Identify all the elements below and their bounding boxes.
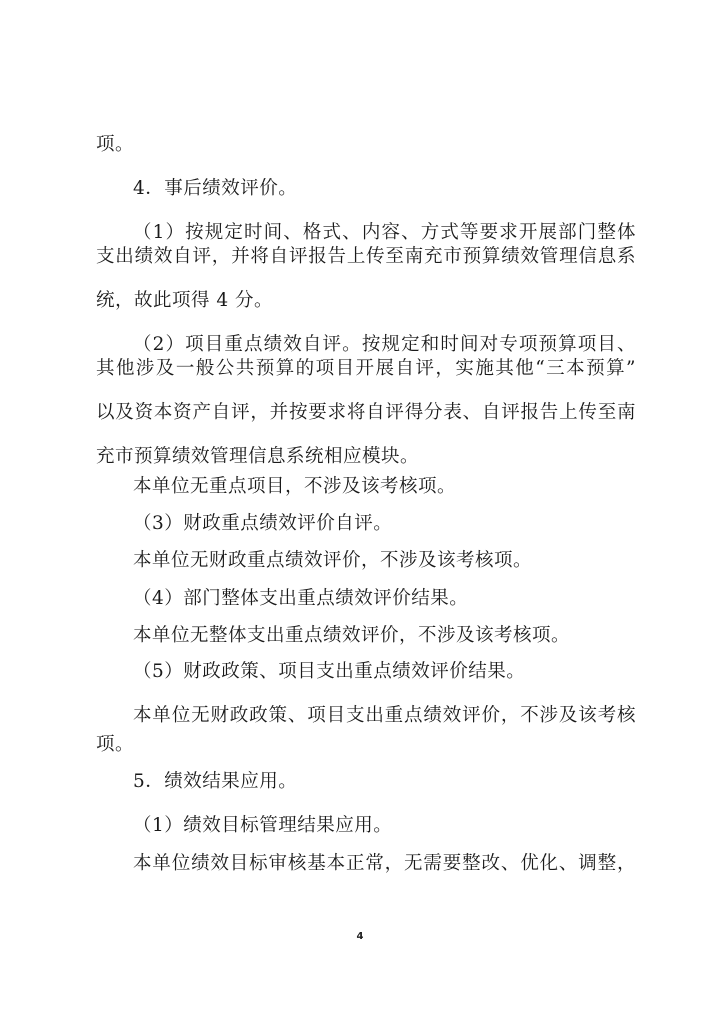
text-line: 支出绩效自评，并将自评报告上传至南充市预算绩效管理信息系	[96, 246, 636, 267]
text-line: （1）按规定时间、格式、内容、方式等要求开展部门整体	[133, 222, 636, 243]
text-line: 项。	[96, 134, 135, 155]
text-line: 充市预算绩效管理信息系统相应模块。	[96, 446, 420, 467]
text-line: （4）部门整体支出重点绩效评价结果。	[133, 588, 469, 609]
text-line: 本单位无重点项目，不涉及该考核项。	[133, 476, 457, 497]
text-line: （3）财政重点绩效评价自评。	[133, 513, 393, 534]
section-heading: 4．事后绩效评价。	[133, 178, 298, 199]
text-line: 其他涉及一般公共预算的项目开展自评，实施其他“三本预算”	[96, 358, 636, 379]
text-line: 以及资本资产自评，并按要求将自评得分表、自评报告上传至南	[96, 402, 636, 423]
text-line: 本单位绩效目标审核基本正常，无需要整改、优化、调整，	[133, 853, 636, 874]
text-line: 项。	[96, 734, 135, 755]
text-line: 本单位无整体支出重点绩效评价，不涉及该考核项。	[133, 625, 571, 646]
text-line: （5）财政政策、项目支出重点绩效评价结果。	[133, 661, 526, 682]
text-line: （2）项目重点绩效自评。按规定和时间对专项预算项目、	[133, 334, 636, 355]
text-line: 统，故此项得 4 分。	[96, 290, 274, 311]
page-number: 4	[356, 931, 364, 942]
text-line: （1）绩效目标管理结果应用。	[133, 815, 393, 836]
text-line: 本单位无财政政策、项目支出重点绩效评价，不涉及该考核	[133, 705, 636, 726]
section-heading: 5．绩效结果应用。	[133, 771, 298, 792]
text-line: 本单位无财政重点绩效评价，不涉及该考核项。	[133, 550, 533, 571]
